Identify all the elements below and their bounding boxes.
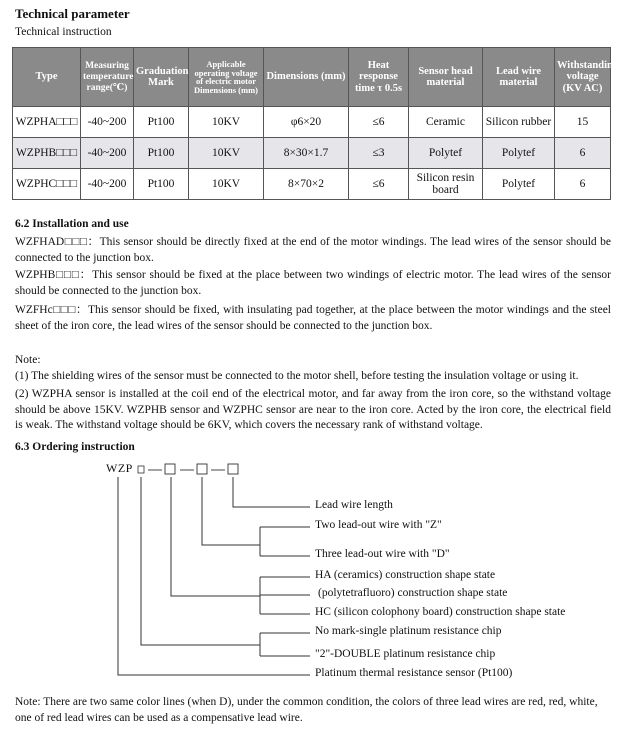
leader-line [171, 477, 260, 596]
install-paragraph-a: WZFHAD□□□：This sensor should be directly fixed at the end of the motor windings. The lead wires of the sensor should be connected to the junction box. [15, 236, 611, 264]
col-header-type: Type [13, 48, 81, 107]
cell-graduation: Pt100 [134, 138, 189, 169]
cell-type: WZPHC□□□ [13, 169, 81, 200]
label-three-lead-wire: Three lead-out wire with "D" [315, 548, 450, 560]
cell-withstand: 6 [555, 169, 611, 200]
col-header-range: Measuring temperature range(℃) [81, 48, 134, 107]
cell-response: ≤6 [349, 107, 409, 138]
install-paragraph-b: WZPHB□□□：This sensor should be fixed at the place between two windings of electric motor. The lead wires of the sensor should be connected to the junction box. [15, 269, 611, 297]
table-row [13, 107, 611, 138]
label-double-chip: "2"-DOUBLE platinum resistance chip [315, 648, 496, 660]
note-label: Note: [15, 354, 41, 366]
table-row [13, 169, 611, 200]
cell-dimensions: φ6×20 [264, 107, 349, 138]
page-subtitle: Technical instruction [15, 26, 112, 38]
cell-range: -40~200 [81, 169, 134, 200]
install-heading: 6.2 Installation and use [15, 218, 129, 230]
cell-voltage: 10KV [189, 107, 264, 138]
cell-response: ≤3 [349, 138, 409, 169]
cell-lead-material: Polytef [483, 169, 555, 200]
model-code-prefix: WZP [106, 461, 133, 475]
col-header-graduation: Graduation Mark [134, 48, 189, 107]
cell-graduation: Pt100 [134, 107, 189, 138]
cell-withstand: 6 [555, 138, 611, 169]
col-header-withstand: Withstanding voltage (KV AC) [555, 48, 611, 107]
cell-dimensions: 8×30×1.7 [264, 138, 349, 169]
code-box-3 [197, 464, 207, 474]
cell-lead-material: Silicon rubber [483, 107, 555, 138]
label-lead-wire-length: Lead wire length [315, 499, 393, 511]
col-header-voltage: Applicable operating voltage of electric motor Dimensions (mm) [189, 48, 264, 107]
ordering-diagram [0, 455, 622, 685]
cell-voltage: 10KV [189, 138, 264, 169]
cell-dimensions: 8×70×2 [264, 169, 349, 200]
col-header-dimensions: Dimensions (mm) [264, 48, 349, 107]
cell-voltage: 10KV [189, 169, 264, 200]
col-header-head-material: Sensor head material [409, 48, 483, 107]
cell-range: -40~200 [81, 138, 134, 169]
code-box-1 [138, 466, 144, 473]
cell-withstand: 15 [555, 107, 611, 138]
cell-type: WZPHB□□□ [13, 138, 81, 169]
spec-table [12, 47, 619, 200]
col-header-lead-material: Lead wire material [483, 48, 555, 107]
label-single-chip: No mark-single platinum resistance chip [315, 625, 502, 637]
install-paragraph-c: WZFHc□□□：This sensor should be fixed, with insulating pad together, at the place between the motor windings and the steel sheet of the iron core, the lead wires of the sensor should be connected to the junction box. [15, 304, 611, 332]
page-title: Technical parameter [15, 6, 130, 21]
cell-range: -40~200 [81, 107, 134, 138]
label-two-lead-wire: Two lead-out wire with "Z" [315, 519, 442, 531]
leader-line [202, 477, 260, 545]
label-hc-silicon: HC (silicon colophony board) construction shape state [315, 606, 566, 618]
cell-lead-material: Polytef [483, 138, 555, 169]
footer-note: Note: There are two same color lines (when D), under the common condition, the colors of three lead wires are red, red, white, one of red lead wires can be used as a compensative lead wire. [15, 696, 598, 724]
code-box-2 [165, 464, 175, 474]
cell-head-material: Polytef [409, 138, 483, 169]
cell-graduation: Pt100 [134, 169, 189, 200]
col-header-response: Heat response time τ 0.5s [349, 48, 409, 107]
cell-type: WZPHA□□□ [13, 107, 81, 138]
ordering-heading: 6.3 Ordering instruction [15, 441, 135, 453]
code-box-4 [228, 464, 238, 474]
cell-response: ≤6 [349, 169, 409, 200]
cell-head-material: Ceramic [409, 107, 483, 138]
table-row [13, 138, 611, 169]
label-polytetrafluoro: (polytetrafluoro) construction shape state [318, 587, 508, 599]
label-platinum-sensor: Platinum thermal resistance sensor (Pt100) [315, 667, 513, 679]
cell-head-material: Silicon resin board [409, 169, 483, 200]
label-ha-ceramics: HA (ceramics) construction shape state [315, 569, 496, 581]
note-item-2: (2) WZPHA sensor is installed at the coil end of the electrical motor, and far away from the iron core, so the withstand voltage should be above 15KV. WZPHB sensor and WZPHC sensor are near to the iron core. Acted by the iron core, the electrical field is weak. The withstand voltage should be 6KV, which covers the necessary rank of withstand voltage. [15, 388, 611, 431]
note-item-1: (1) The shielding wires of the sensor must be connected to the motor shell, before testing the insulation voltage or using it. [15, 370, 579, 382]
leader-line [141, 477, 260, 645]
leader-line [233, 477, 310, 507]
table-header-row [13, 48, 611, 107]
